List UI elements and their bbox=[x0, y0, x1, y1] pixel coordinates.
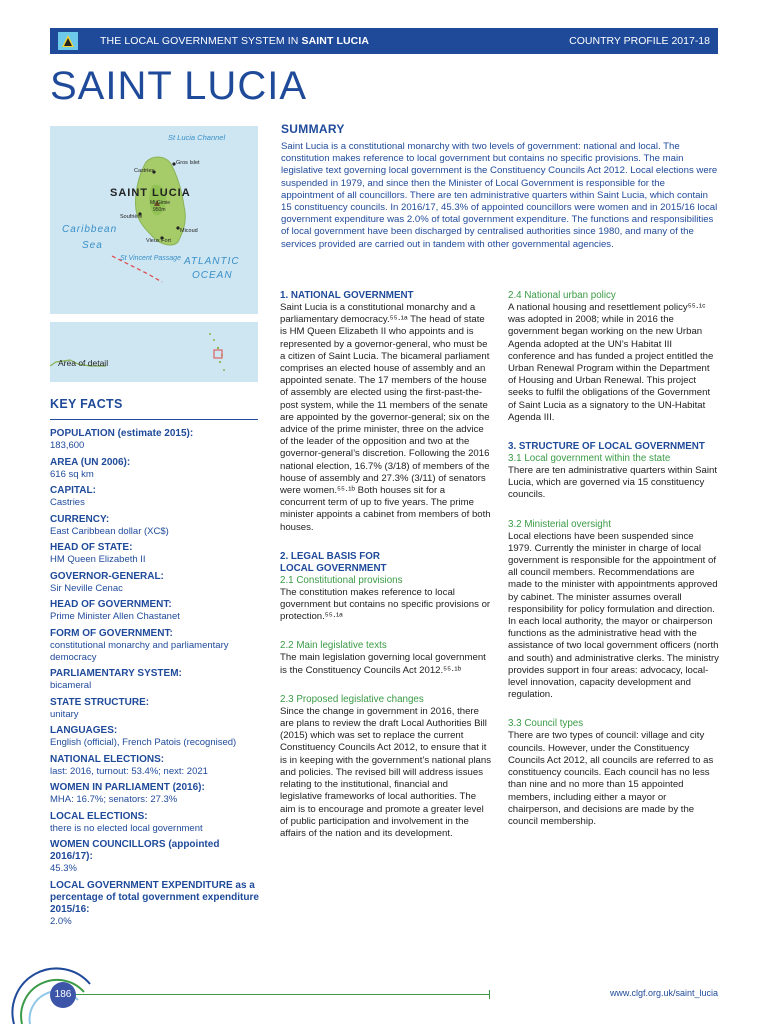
subsection-local-gov-state-title: 3.1 Local government within the state bbox=[508, 453, 671, 465]
key-fact-value: English (official), French Patois (recognised) bbox=[50, 737, 237, 748]
key-fact-item bbox=[50, 811, 260, 835]
key-fact-label: WOMEN COUNCILLORS (appointed 2016/17): bbox=[50, 839, 220, 862]
section-legal-basis-title-2: LOCAL GOVERNMENT bbox=[280, 562, 387, 574]
subsection-ministerial-oversight-title: 3.2 Ministerial oversight bbox=[508, 518, 611, 530]
key-fact-label: GOVERNOR-GENERAL: bbox=[50, 570, 164, 582]
key-fact-label: LOCAL GOVERNMENT EXPENDITURE as a percentage of total government expenditure 2015/16: bbox=[50, 879, 259, 915]
summary-text: Saint Lucia is a constitutional monarchy with two levels of government: national and local. The constitution makes reference to local government but contains no specific provisions. The main legislative text governing local government is the Constituency Councils Act 2012. Local elections were suspended in 1979, and since then the Minister of Local Government is responsible for the appointment of all councillors. There are ten administrative quarters within Saint Lucia, which contain 15 constituency councils. In 2016/17, 45.3% of appointed councillors were women and in 2015/16 local government expenditure was 2.0% of total government expenditure. The functions and responsibilities of local government have been discharged by centralised authorities since 1980, and many of the services provided are carried out in tandem with other governmental agencies. bbox=[281, 141, 718, 250]
subsection-urban-policy-text: A national housing and resettlement policy⁵⁵·¹ᶜ was adopted in 2008; while in 2016 the government began working on the new Urban Agenda adopted at the UN’s Habitat III conference and has funded a project entitled the Urban Renewal Program within the Department of Housing and Urban Renewal. This project seeks to fulfil the obligations of the Government of Saint Lucia as a signatory to the UN-Habitat Agenda III. bbox=[508, 302, 714, 423]
section-national-government-text: Saint Lucia is a constitutional monarchy and a parliamentary democracy.⁵⁵·¹ᵃ The head of state is HM Queen Elizabeth II who appoints and is represented by a governor-general, who must be a citizen of Saint Lucia. The bicameral parliament comprises an elected house of assembly and an appointed senate. The 17 members of the house of assembly are elected using the first-past-the-post system, while the 11 members of the senate are appointed by the governor-general; six on the advice of the prime minister, three on the advice of the leader of the opposition and two at the governor-general’s discretion. Following the 2016 national election, 16.7% (3/18) of members of the house of assembly and 27.3% (3/11) of senators were women.⁵⁵·¹ᵇ Both houses sit for a concurrent term of up to five years. The prime minister appoints a cabinet from members of both houses. bbox=[280, 302, 491, 533]
key-fact-item bbox=[50, 880, 260, 928]
subsection-legislative-texts-text: The main legislation governing local government is the Constituency Councils Act 2012.⁵⁵·¹ᵇ bbox=[280, 652, 486, 676]
key-fact-value: HM Queen Elizabeth II bbox=[50, 554, 146, 565]
map-label-mt-gimie: Mt Gimie bbox=[150, 200, 170, 206]
key-fact-value: Prime Minister Allen Chastanet bbox=[50, 611, 180, 622]
key-fact-value: 2.0% bbox=[50, 915, 72, 927]
key-fact-value: MHA: 16.7%; senators: 27.3% bbox=[50, 794, 178, 805]
map-label-channel: St Lucia Channel bbox=[168, 133, 226, 142]
key-fact-value: Castries bbox=[50, 497, 85, 508]
key-fact-item bbox=[50, 839, 260, 875]
key-fact-item bbox=[50, 754, 260, 778]
key-fact-item bbox=[50, 697, 260, 721]
key-fact-value: constitutional monarchy and parliamentary democracy bbox=[50, 639, 229, 663]
key-fact-item bbox=[50, 485, 260, 509]
section-legal-basis-title-1: 2. LEGAL BASIS FOR bbox=[280, 550, 380, 562]
map-label-passage: St Vincent Passage bbox=[120, 255, 181, 262]
key-fact-value: East Caribbean dollar (XC$) bbox=[50, 525, 169, 537]
map-label-castries: Castries bbox=[134, 168, 155, 174]
area-of-detail-label: Area of detail bbox=[58, 358, 109, 368]
key-fact-value: last: 2016, turnout: 53.4%; next: 2021 bbox=[50, 765, 208, 777]
key-fact-item bbox=[50, 571, 260, 595]
inset-map-graphic bbox=[50, 322, 258, 382]
key-fact-label: POPULATION (estimate 2015): bbox=[50, 428, 194, 439]
map-label-soufriere: Soufrière bbox=[120, 214, 143, 220]
subsection-ministerial-oversight-text: Local elections have been suspended since 1979. Currently the minister in charge of local government is responsible for the appointment of all council members. Recommendations are made to the minister with appointments approved by cabinet. The minister assumes overall responsibility for policy formulation and direction. In each local authority, the mayor or chairperson functions as the administrative head with the assistance of two local government officers (north and south) and administrative clerks. The ministry provides support in four areas: advocacy, local-level innovation, capacity development and regulation. bbox=[508, 530, 719, 701]
header-profile-year: COUNTRY PROFILE 2017-18 bbox=[569, 35, 710, 47]
key-fact-value: 183,600 bbox=[50, 440, 85, 451]
subsection-urban-policy-title: 2.4 National urban policy bbox=[508, 290, 616, 301]
subsection-proposed-changes-text: Since the change in government in 2016, there are plans to review the draft Local Authorities Bill (2015) which was set to replace the current Constituency Councils Act 2012, to ensure that it is in keeping with the government’s national plans and policies. The revised bill will address issues relating to the institutional, financial and legislative frameworks of local authorities. The aim is to encourage and promote a greater level of public participation and involvement in the affairs of the nation and its development. bbox=[280, 705, 492, 839]
key-fact-item bbox=[50, 599, 260, 623]
summary-title: SUMMARY bbox=[281, 122, 345, 136]
header-title bbox=[100, 35, 369, 47]
key-fact-value: 616 sq km bbox=[50, 468, 94, 480]
key-fact-label: CURRENCY: bbox=[50, 513, 110, 525]
key-fact-label: STATE STRUCTURE: bbox=[50, 696, 150, 708]
key-fact-item bbox=[50, 542, 260, 566]
subsection-local-gov-state-text: There are ten administrative quarters within Saint Lucia, which are governed via 15 constituency councils. bbox=[508, 465, 718, 501]
map-label-ocean-1: ATLANTIC bbox=[184, 256, 240, 267]
footer-rule bbox=[70, 994, 490, 995]
key-facts-list bbox=[50, 428, 260, 932]
map-label-micoud: Micoud bbox=[180, 228, 198, 234]
key-fact-label: PARLIAMENTARY SYSTEM: bbox=[50, 668, 182, 679]
key-fact-item bbox=[50, 782, 260, 806]
footer-rule-tick bbox=[489, 990, 490, 999]
map-label-country: SAINT LUCIA bbox=[110, 187, 191, 199]
key-fact-label: FORM OF GOVERNMENT: bbox=[50, 627, 173, 639]
page-title: SAINT LUCIA bbox=[50, 64, 307, 108]
map-label-vieux-fort: Vieux Fort bbox=[146, 238, 171, 244]
section-national-government-title: 1. NATIONAL GOVERNMENT bbox=[280, 290, 414, 301]
content-column-2 bbox=[508, 290, 720, 845]
subsection-council-types-text: There are two types of council: village and city councils. However, under the Constituency Councils Act 2012, all councils are referred to as constituency councils. Each council has no less than nine and no more than 15 appointed members, including either a mayor or chairperson, and decisions are made by the council membership. bbox=[508, 730, 714, 827]
key-fact-label: CAPITAL: bbox=[50, 485, 96, 496]
area-of-detail-map bbox=[50, 322, 258, 382]
key-fact-item bbox=[50, 514, 260, 538]
map-label-mt-height: 950m bbox=[153, 207, 166, 213]
key-fact-label: HEAD OF GOVERNMENT: bbox=[50, 599, 172, 610]
key-fact-label: HEAD OF STATE: bbox=[50, 542, 133, 553]
key-fact-value: 45.3% bbox=[50, 863, 77, 874]
key-fact-label: NATIONAL ELECTIONS: bbox=[50, 753, 165, 765]
key-facts-divider bbox=[50, 419, 258, 420]
subsection-constitutional-provisions-text: The constitution makes reference to local government but contains no specific provisions or protection.⁵⁵·¹ᵃ bbox=[280, 586, 491, 623]
key-fact-label: AREA (UN 2006): bbox=[50, 456, 131, 468]
content-column-1 bbox=[280, 290, 492, 857]
page-number: 186 bbox=[50, 982, 76, 1008]
header-bar bbox=[50, 28, 718, 54]
key-fact-item bbox=[50, 725, 260, 749]
subsection-council-types-title: 3.3 Council types bbox=[508, 718, 584, 730]
key-fact-item bbox=[50, 428, 260, 452]
map-label-ocean-2: OCEAN bbox=[192, 270, 233, 281]
map-label-sea-2: Sea bbox=[82, 240, 103, 251]
subsection-proposed-changes-title: 2.3 Proposed legislative changes bbox=[280, 693, 424, 705]
header-title-prefix: THE LOCAL GOVERNMENT SYSTEM IN bbox=[100, 35, 302, 47]
country-map bbox=[50, 126, 258, 314]
subsection-legislative-texts-title: 2.2 Main legislative texts bbox=[280, 640, 387, 652]
key-fact-value: Sir Neville Cenac bbox=[50, 582, 123, 594]
key-fact-item bbox=[50, 628, 260, 664]
subsection-constitutional-provisions-title: 2.1 Constitutional provisions bbox=[280, 574, 403, 586]
footer-url-link[interactable]: www.clgf.org.uk/saint_lucia bbox=[609, 988, 718, 998]
key-fact-label: LANGUAGES: bbox=[50, 725, 118, 736]
map-label-sea-1: Caribbean bbox=[62, 224, 118, 235]
key-fact-value: unitary bbox=[50, 708, 79, 720]
key-fact-value: there is no elected local government bbox=[50, 822, 203, 834]
saint-lucia-flag-icon bbox=[58, 32, 78, 50]
key-fact-label: WOMEN IN PARLIAMENT (2016): bbox=[50, 782, 205, 793]
key-fact-value: bicameral bbox=[50, 680, 92, 691]
section-structure-title: 3. STRUCTURE OF LOCAL GOVERNMENT bbox=[508, 441, 705, 453]
map-label-gros-islet: Gros Islet bbox=[176, 160, 200, 166]
key-fact-item bbox=[50, 668, 260, 692]
header-title-country: SAINT LUCIA bbox=[301, 35, 370, 47]
key-fact-label: LOCAL ELECTIONS: bbox=[50, 810, 148, 822]
key-facts-title: KEY FACTS bbox=[50, 397, 123, 411]
map-graphic bbox=[50, 126, 258, 314]
key-fact-item bbox=[50, 457, 260, 481]
